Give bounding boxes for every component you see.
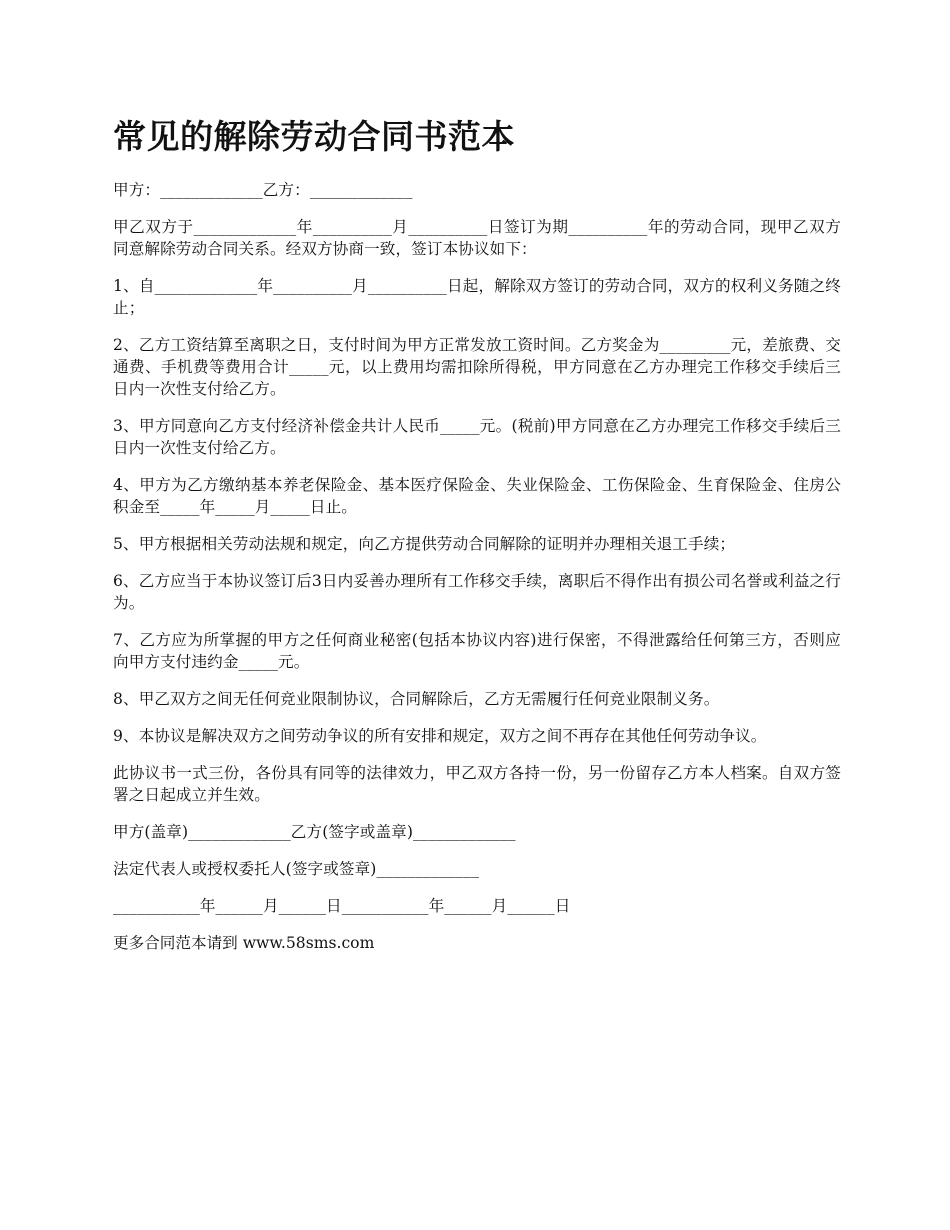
clause-4: 4、甲方为乙方缴纳基本养老保险金、基本医疗保险金、失业保险金、工伤保险金、生育保险金、住房公积金至_____年_____月_____日止。 (113, 476, 841, 516)
clause-5: 5、甲方根据相关劳动法规和规定，向乙方提供劳动合同解除的证明并办理相关退工手续； (113, 535, 736, 553)
document-title: 常见的解除劳动合同书范本 (113, 117, 515, 156)
document-page (113, 112, 841, 954)
date-line: ___________年______月______日___________年______月______日 (113, 897, 571, 915)
clause-3: 3、甲方同意向乙方支付经济补偿金共计人民币_____元。(税前)甲方同意在乙方办理完工作移交手续后三日内一次性支付给乙方。 (113, 417, 841, 457)
footer-link-text: 更多合同范本请到 www.58sms.com (113, 934, 375, 952)
parties-line: 甲方：_____________乙方：_____________ (113, 181, 413, 199)
closing-paragraph: 此协议书一式三份，各份具有同等的法律效力，甲乙双方各持一份，另一份留存乙方本人档案。自双方签署之日起成立并生效。 (113, 764, 841, 804)
clause-6: 6、乙方应当于本协议签订后3日内妥善办理所有工作移交手续，离职后不得作出有损公司名誉或利益之行为。 (113, 572, 841, 612)
clause-1: 1、自_____________年__________月__________日起，解除双方签订的劳动合同，双方的权利义务随之终止； (113, 277, 841, 317)
signature-line: 甲方(盖章)_____________乙方(签字或盖章)_____________ (113, 823, 516, 841)
representative-line: 法定代表人或授权委托人(签字或签章)_____________ (113, 860, 480, 878)
clause-7: 7、乙方应为所掌握的甲方之任何商业秘密(包括本协议内容)进行保密，不得泄露给任何第三方，否则应向甲方支付违约金_____元。 (113, 631, 841, 671)
intro-paragraph: 甲乙双方于_____________年__________月__________日签订为期__________年的劳动合同，现甲乙双方同意解除劳动合同关系。经双方协商一致，签订本协议如下： (113, 218, 841, 258)
clause-2: 2、乙方工资结算至离职之日，支付时间为甲方正常发放工资时间。乙方奖金为_________元，差旅费、交通费、手机费等费用合计_____元，以上费用均需扣除所得税，甲方同意在乙方办理完工作移交手续后三日内一次性支付给乙方。 (113, 336, 841, 398)
clause-9: 9、本协议是解决双方之间劳动争议的所有安排和规定，双方之间不再存在其他任何劳动争议。 (113, 727, 767, 745)
clause-8: 8、甲乙双方之间无任何竞业限制协议，合同解除后，乙方无需履行任何竞业限制义务。 (113, 690, 720, 708)
